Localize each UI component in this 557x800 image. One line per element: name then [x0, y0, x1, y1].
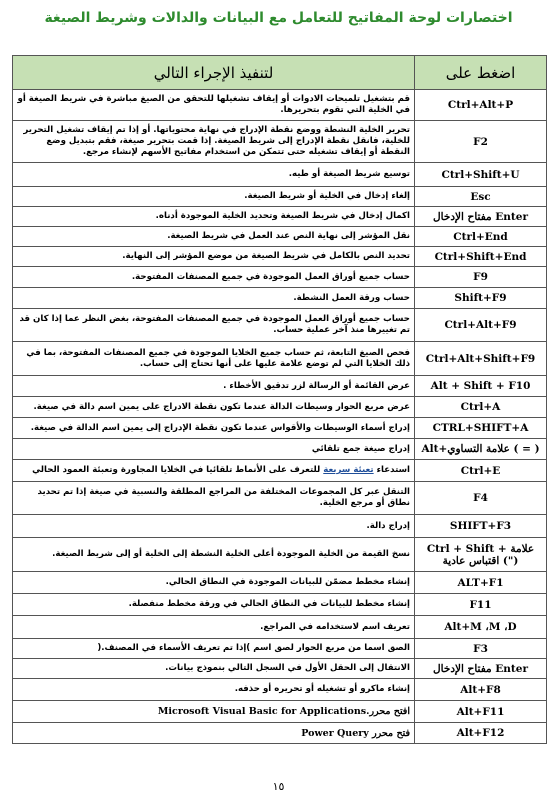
shortcut-key: Ctrl+Shift+U: [415, 163, 547, 187]
shortcut-key: Ctrl+End: [415, 227, 547, 247]
table-row: [13, 342, 547, 376]
shortcut-action: إدراج دالة.: [13, 515, 415, 538]
shortcut-action: إدراج صيغة جمع تلقائي: [13, 439, 415, 460]
table-row: [13, 247, 547, 267]
shortcut-key: CTRL+SHIFT+A: [415, 418, 547, 439]
shortcut-key: ( = ) علامة التساوي+Alt: [415, 439, 547, 460]
shortcut-key: F4: [415, 482, 547, 515]
shortcut-action: تعريف اسم لاستخدامه في المراجع.: [13, 616, 415, 639]
table-header-row: [13, 56, 547, 90]
table-row: [13, 460, 547, 482]
shortcut-action: التنقل عبر كل المجموعات المختلفة من المراجع المطلقة والنسبية في صيغة إذا تم تحديد نطاق أو مرجع الخلية.: [13, 482, 415, 515]
shortcut-action: اكمال إدخال في شريط الصيغة وتحديد الخلية الموجودة أدناه.: [13, 207, 415, 227]
shortcut-action: توسيع شريط الصيغة أو طيه.: [13, 163, 415, 187]
table-row: [13, 538, 547, 572]
shortcut-action: حساب جميع أوراق العمل الموجودة في جميع المصنفات المفتوحة، بغض النظر عما إذا كان قد تم تغييرها منذ آخر عملية حساب.: [13, 309, 415, 342]
table-row: [13, 397, 547, 418]
table-row: [13, 659, 547, 679]
shortcut-key: Alt+F11: [415, 701, 547, 723]
action-text: استدعاء: [373, 465, 410, 475]
table-row: [13, 163, 547, 187]
table-row: [13, 572, 547, 594]
shortcuts-table: [12, 55, 547, 744]
shortcut-action: إدراج أسماء الوسيطات والأقواس عندما تكون نقطة الإدراج إلى يمين اسم الدالة في صيغة.: [13, 418, 415, 439]
shortcut-key: علامة + Ctrl + Shift (") اقتباس عادية: [415, 538, 547, 572]
shortcut-action: نقل المؤشر إلى نهاية النص عند العمل في شريط الصيغة.: [13, 227, 415, 247]
table-row: [13, 227, 547, 247]
shortcut-action: عرض القائمة أو الرسالة لزر تدقيق الأخطاء .: [13, 376, 415, 397]
table-row: [13, 723, 547, 744]
table-row: [13, 121, 547, 163]
shortcut-action: تحديد النص بالكامل في شريط الصيغة من موضع المؤشر إلى النهاية.: [13, 247, 415, 267]
shortcut-action: حساب جميع أوراق العمل الموجودة في جميع المصنفات المفتوحة.: [13, 267, 415, 288]
shortcut-key: Ctrl+Shift+End: [415, 247, 547, 267]
shortcut-key: Ctrl+E: [415, 460, 547, 482]
shortcut-key: Alt+M ،M ،D: [415, 616, 547, 639]
shortcut-key: Alt + Shift + F10: [415, 376, 547, 397]
shortcut-key: F2: [415, 121, 547, 163]
page-title: اختصارات لوحة المفاتيح للتعامل مع البيانات والدالات وشريط الصيغة: [44, 10, 513, 26]
shortcut-action: افتح محرر.Microsoft Visual Basic for Applications: [13, 701, 415, 723]
table-row: [13, 701, 547, 723]
shortcut-action: إلغاء إدخال في الخلية أو شريط الصيغة.: [13, 187, 415, 207]
shortcut-key: Ctrl+Alt+P: [415, 90, 547, 121]
table-row: [13, 616, 547, 639]
shortcut-action: حساب ورقة العمل النشطة.: [13, 288, 415, 309]
page-number: ١٥: [272, 780, 285, 793]
table-row: [13, 90, 547, 121]
shortcut-key: F9: [415, 267, 547, 288]
table-row: [13, 482, 547, 515]
table-row: [13, 439, 547, 460]
shortcut-key: Esc: [415, 187, 547, 207]
action-text: للتعرف على الأنماط تلقائيا في الخلايا المجاورة وتعبئة العمود الحالي: [32, 465, 324, 475]
table-row: [13, 418, 547, 439]
shortcut-key: Ctrl+Alt+F9: [415, 309, 547, 342]
table-row: [13, 594, 547, 616]
table-row: [13, 187, 547, 207]
shortcut-key: Enter مفتاح الإدخال: [415, 659, 547, 679]
shortcut-key: Enter مفتاح الإدخال: [415, 207, 547, 227]
shortcut-key: Shift+F9: [415, 288, 547, 309]
key-column-header: اضغط على: [415, 56, 547, 90]
shortcut-action: نسخ القيمة من الخلية الموجودة أعلى الخلية النشطة إلى الخلية أو إلى شريط الصيغة.: [13, 538, 415, 572]
table-row: [13, 679, 547, 701]
shortcut-key: F11: [415, 594, 547, 616]
table-row: [13, 267, 547, 288]
shortcut-key: Alt+F8: [415, 679, 547, 701]
shortcut-action: [13, 460, 415, 482]
shortcut-action: إنشاء مخطط للبيانات في النطاق الحالي في ورقة مخطط منفصلة.: [13, 594, 415, 616]
shortcut-key: Alt+F12: [415, 723, 547, 744]
shortcut-action: قم بتشغيل تلميحات الادوات أو إيقاف تشغيلها للتحقق من الصيغ مباشرة في شريط الصيغة أو في الخلية التي تقوم بتحريرها.: [13, 90, 415, 121]
shortcut-action: تحرير الخلية النشطة ووضع نقطة الإدراج في نهاية محتوياتها. أو إذا تم إيقاف تشغيل التحرير للخلية، فانقل نقطة الإدراج إلى شريط الصيغة. إذا قمت بتحرير صيغة، فقم بتبديل وضع النقطة أو إيقاف تشغيله حتى تتمكن من استخدام مفاتيح الأسهم لإنشاء مرجع.: [13, 121, 415, 163]
shortcut-key: ALT+F1: [415, 572, 547, 594]
shortcut-key: SHIFT+F3: [415, 515, 547, 538]
shortcut-action: الصق اسما من مربع الحوار لصق اسم )إذا تم تعريف الأسماء في المصنف.(: [13, 639, 415, 659]
shortcut-action: إنشاء مخطط مضمّن للبيانات الموجودة في النطاق الحالي.: [13, 572, 415, 594]
flash-fill-link[interactable]: تعبئة سريعة: [323, 465, 374, 475]
shortcut-action: عرض مربع الحوار وسيطات الدالة عندما تكون نقطة الادراج على يمين اسم دالة في صيغة.: [13, 397, 415, 418]
shortcut-action: إنشاء ماكرو أو تشغيله أو تحريره أو حذفه.: [13, 679, 415, 701]
shortcut-action: فحص الصيغ التابعة، ثم حساب جميع الخلايا الموجودة في جميع المصنفات المفتوحة، بما في ذلك الخلايا التي لم توضع علامة عليها على أنها تحتاج إلى حساب.: [13, 342, 415, 376]
shortcut-action: فتح محرر Power Query: [13, 723, 415, 744]
action-column-header: لتنفيذ الإجراء التالي: [13, 56, 415, 90]
shortcut-key: Ctrl+Alt+Shift+F9: [415, 342, 547, 376]
shortcut-key: Ctrl+A: [415, 397, 547, 418]
shortcut-key: F3: [415, 639, 547, 659]
table-row: [13, 207, 547, 227]
table-row: [13, 639, 547, 659]
table-row: [13, 515, 547, 538]
table-row: [13, 309, 547, 342]
table-row: [13, 376, 547, 397]
table-row: [13, 288, 547, 309]
shortcut-action: الانتقال إلى الحقل الأول في السجل التالي بنموذج بيانات.: [13, 659, 415, 679]
